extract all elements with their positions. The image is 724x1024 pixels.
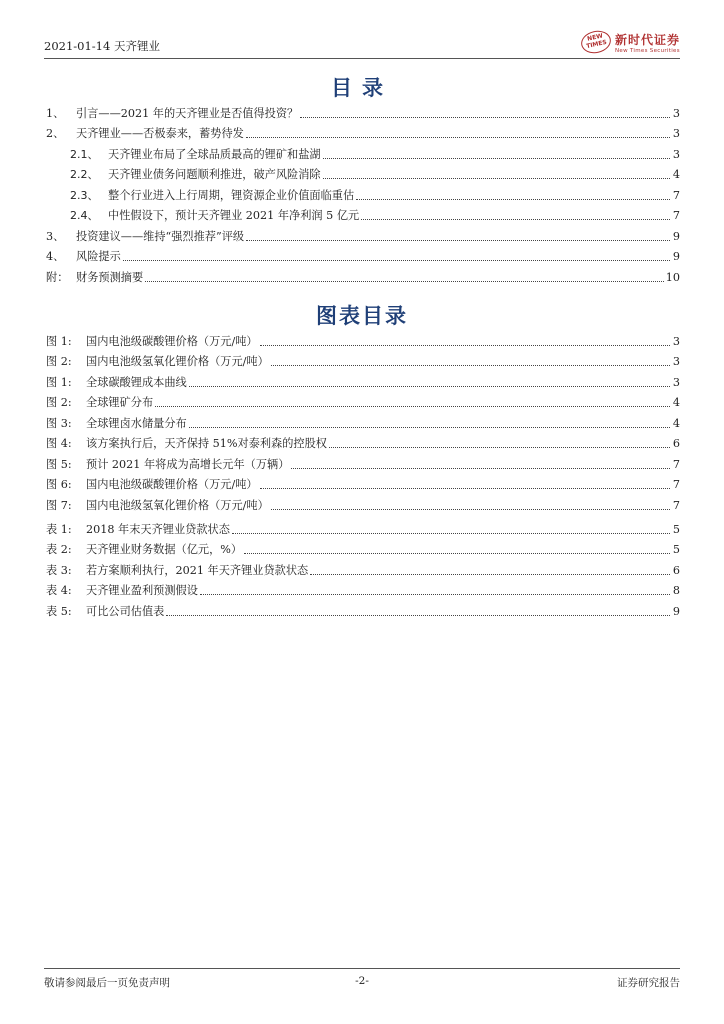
dot-leader [246,137,670,138]
toc-entry-label: 天齐锂业布局了全球品质最高的锂矿和盐湖 [108,147,321,161]
toc-entry-num: 3、 [46,229,65,243]
figures-entry-label: 国内电池级氢氧化锂价格（万元/吨） [86,355,269,368]
toc-entry-num: 2.4、 [70,209,99,222]
figures-entry[interactable] [46,410,680,431]
dot-leader [260,345,670,346]
toc-entry-num: 4、 [46,250,65,263]
figures-entry-page: 7 [672,457,680,471]
dot-leader [244,553,670,554]
toc-list [46,100,680,285]
toc-entry-label: 风险提示 [76,250,121,263]
figures-entry[interactable] [46,492,680,513]
tables-entry[interactable] [46,598,680,619]
figures-list [46,328,680,513]
toc-entry[interactable] [46,203,680,224]
figures-entry-num: 图 6: [46,478,72,491]
page-footer [44,968,680,989]
dot-leader [271,365,670,366]
dot-leader [323,158,670,159]
dot-leader [271,509,670,510]
dot-leader [323,178,670,179]
tables-entry-label: 2018 年末天齐锂业贷款状态 [86,522,230,536]
figures-entry-page: 4 [672,416,680,430]
figures-entry-label: 全球锂矿分布 [86,396,154,409]
toc-entry-page: 3 [672,106,680,120]
tables-entry[interactable] [46,537,680,558]
toc-entry-page: 9 [672,229,680,243]
logo-name-cn: 新时代证券 [614,32,680,47]
figures-entry-label: 国内电池级碳酸锂价格（万元/吨） [86,334,258,348]
page-header [44,30,680,59]
tables-entry-page: 5 [672,522,680,536]
toc-entry-label: 中性假设下，预计天齐锂业 2021 年净利润 5 亿元 [108,209,360,222]
tables-entry-label: 天齐锂业盈利预测假设 [86,584,198,597]
figures-entry[interactable] [46,431,680,452]
toc-entry-label: 引言——2021 年的天齐锂业是否值得投资？ [76,106,299,120]
figures-entry[interactable] [46,328,680,349]
tables-list [46,516,680,619]
logo-mark-icon: NEW TIMES [579,28,613,56]
tables-entry-num: 表 3: [46,563,72,577]
toc-entry-label: 整个行业进入上行周期，锂资源企业价值面临重估 [108,188,355,202]
toc-entry-num: 2.1、 [70,147,99,161]
dot-leader [300,117,670,118]
dot-leader [145,281,664,282]
tables-entry-label: 可比公司估值表 [86,604,165,618]
footer-disclaimer: 敬请参阅最后一页免责声明 [44,977,170,989]
header-date-stock: 2021-01-14 天齐锂业 [44,39,160,53]
tables-entry-num: 表 4: [46,584,72,597]
tables-entry-page: 6 [672,563,680,577]
toc-title: 目录 [331,76,393,100]
toc-entry[interactable] [46,141,680,162]
figures-entry-page: 3 [672,334,680,348]
figures-entry-num: 图 3: [46,416,72,430]
figures-entry-label: 预计 2021 年将成为高增长元年（万辆） [86,457,290,471]
dot-leader [356,199,670,200]
figures-entry-num: 图 2: [46,396,72,409]
figures-entry-label: 国内电池级碳酸锂价格（万元/吨） [86,478,258,491]
toc-entry[interactable] [46,182,680,203]
toc-entry-label: 财务预测摘要 [76,270,144,284]
dot-leader [329,447,670,448]
toc-entry[interactable] [46,100,680,121]
dot-leader [260,488,670,489]
toc-entry[interactable] [46,121,680,142]
dot-leader [291,468,670,469]
brand-logo [581,28,680,56]
figures-entry-page: 7 [672,478,680,491]
figures-entry-label: 全球锂卤水储量分布 [86,416,187,430]
tables-entry-page: 5 [672,543,680,556]
toc-entry-label: 投资建议——维持“强烈推荐”评级 [76,229,245,243]
tables-entry-num: 表 1: [46,522,72,536]
toc-entry-page: 7 [672,209,680,222]
tables-entry-label: 若方案顺利执行，2021 年天齐锂业贷款状态 [86,563,309,577]
footer-report-type: 证券研究报告 [617,977,680,989]
figures-entry-page: 4 [672,396,680,409]
figures-entry-num: 图 7: [46,498,72,512]
figures-entry[interactable] [46,390,680,411]
figures-entry[interactable] [46,369,680,390]
toc-entry-num: 2.3、 [70,188,99,202]
toc-entry[interactable] [46,264,680,285]
tables-entry-num: 表 2: [46,543,72,556]
figures-entry-num: 图 2: [46,355,72,368]
figures-entry-page: 6 [672,437,680,450]
figures-entry-num: 图 4: [46,437,72,450]
tables-entry-page: 9 [672,604,680,618]
figures-entry-num: 图 1: [46,334,72,348]
page-number: -2- [355,975,369,987]
figures-entry-page: 3 [672,355,680,368]
toc-entry-page: 3 [672,147,680,161]
dot-leader [189,386,670,387]
figures-entry-label: 全球碳酸锂成本曲线 [86,375,187,389]
figures-entry-page: 7 [672,498,680,512]
figures-entry[interactable] [46,472,680,493]
toc-entry-num: 2、 [46,127,65,140]
tables-entry[interactable] [46,516,680,537]
figures-entry-num: 图 1: [46,375,72,389]
toc-entry-page: 7 [672,188,680,202]
dot-leader [310,574,670,575]
dot-leader [200,594,670,595]
figures-entry-page: 3 [672,375,680,389]
dot-leader [166,615,670,616]
figures-entry-label: 该方案执行后，天齐保持 51%对泰利森的控股权 [86,437,327,450]
figures-title: 图表目录 [316,304,408,328]
tables-entry[interactable] [46,578,680,599]
toc-entry-label: 天齐锂业债务问题顺利推进，破产风险消除 [108,168,321,181]
toc-entry-num: 附： [46,270,69,284]
dot-leader [361,219,670,220]
tables-entry-page: 8 [672,584,680,597]
dot-leader [155,406,670,407]
toc-entry[interactable] [46,162,680,183]
toc-entry-label: 天齐锂业——否极泰来，蓄势待发 [76,127,244,140]
figures-entry[interactable] [46,349,680,370]
tables-entry[interactable] [46,557,680,578]
dot-leader [246,240,670,241]
toc-entry-page: 4 [672,168,680,181]
dot-leader [189,427,670,428]
toc-entry[interactable] [46,244,680,265]
toc-entry-page: 10 [665,270,680,284]
logo-name-en: New Times Securities [614,47,680,54]
dot-leader [232,533,670,534]
toc-entry-num: 2.2、 [70,168,99,181]
figures-entry-num: 图 5: [46,457,72,471]
toc-entry-num: 1、 [46,106,65,120]
dot-leader [123,260,670,261]
figures-entry[interactable] [46,451,680,472]
toc-entry-page: 3 [672,127,680,140]
toc-entry[interactable] [46,223,680,244]
figures-entry-label: 国内电池级氢氧化锂价格（万元/吨） [86,498,269,512]
tables-entry-label: 天齐锂业财务数据（亿元，%） [86,543,243,556]
toc-entry-page: 9 [672,250,680,263]
tables-entry-num: 表 5: [46,604,72,618]
